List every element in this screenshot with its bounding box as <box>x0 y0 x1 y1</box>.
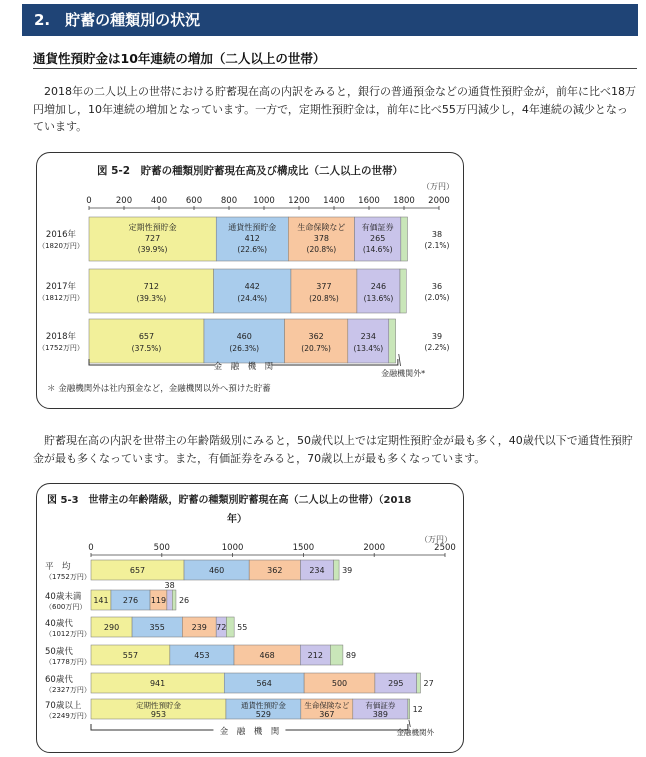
bar-value-label: 529 <box>255 710 272 719</box>
bar-value-label: 460 <box>236 332 252 341</box>
bar-value-label: 453 <box>194 651 210 660</box>
bar-value-label: 38 <box>164 581 175 590</box>
figure-5-3-chart <box>37 484 463 752</box>
bar-segment <box>214 269 291 313</box>
category-label: 平 均 <box>45 562 71 572</box>
segment-series-label: 通貨性預貯金 <box>228 223 277 232</box>
x-tick-label: 1200 <box>288 196 310 206</box>
bar-value-label: 468 <box>259 651 275 660</box>
bar-share-label: (37.5%) <box>131 344 162 353</box>
outside-pointer <box>399 354 401 366</box>
bar-value-label: 727 <box>144 234 161 243</box>
bar-value-label: 119 <box>150 596 167 605</box>
category-label: 2016年 <box>45 230 77 240</box>
paragraph-savings-breakdown: 2018年の二人以上の世帯における貯蓄現在高の内訳をみると，銀行の普通預金などの通貨性預貯金が，前年に比べ18万円増加し，10年連続の増加となっています。一方で，定期性預貯金は，前年に比べ55万円減少し，4年連続の減少となっています。 <box>33 85 636 133</box>
bar-value-label: 27 <box>423 679 434 688</box>
category-total-label: （1752万円） <box>38 344 84 352</box>
bar-share-label: (2.1%) <box>424 241 450 250</box>
bar-value-label: 26 <box>178 596 190 605</box>
x-tick-label: 0 <box>88 543 94 553</box>
bar-value-label: 377 <box>316 282 332 291</box>
paragraph-age-breakdown: 貯蓄現在高の内訳を世帯主の年齢階級別にみると，50歳代以上では定期性預貯金が最も多く，40歳代以下で通貨性預貯金が最も多くなっています。また，有価証券をみると，70歳以上が最も多くなっています。 <box>33 434 633 465</box>
category-label: 50歳代 <box>45 647 73 657</box>
x-tick-label: 500 <box>153 543 170 553</box>
bar-value-label: 36 <box>431 282 443 291</box>
bar-segment <box>400 269 406 313</box>
bar-segment <box>226 617 234 637</box>
bar-segment <box>334 560 340 580</box>
bar-value-label: 657 <box>138 332 155 341</box>
bracket-label: 金 融 機 関 <box>213 362 274 372</box>
bar-share-label: (39.9%) <box>137 245 168 254</box>
subheading-rule <box>33 68 637 69</box>
chart-title-line2: 年） <box>227 514 247 525</box>
category-total-label: （1752万円） <box>45 573 91 581</box>
bar-segment <box>89 269 214 313</box>
bar-value-label: 389 <box>372 710 389 719</box>
bar-segment <box>408 699 410 719</box>
bar-value-label: 362 <box>308 332 324 341</box>
x-tick-label: 1000 <box>221 543 244 553</box>
x-tick-label: 2500 <box>434 543 456 553</box>
category-total-label: （1012万円） <box>45 630 91 638</box>
bar-share-label: (20.7%) <box>301 344 331 353</box>
bar-share-label: (14.6%) <box>362 245 393 254</box>
bar-segment <box>89 319 204 363</box>
bar-value-label: 500 <box>331 679 348 688</box>
bar-share-label: (20.8%) <box>306 245 337 254</box>
bar-segment <box>204 319 285 363</box>
bar-value-label: 234 <box>360 332 376 341</box>
chart-title: 図 5-2 貯蓄の種類別貯蓄現在高及び構成比（二人以上の世帯） <box>96 165 404 177</box>
bar-value-label: 239 <box>191 623 207 632</box>
x-tick-label: 2000 <box>428 196 450 206</box>
category-total-label: （1820万円） <box>38 242 84 250</box>
bar-segment <box>401 217 408 261</box>
bar-segment <box>330 645 343 665</box>
x-tick-label: 1600 <box>358 196 380 206</box>
category-total-label: （1778万円） <box>45 658 91 666</box>
bar-value-label: 265 <box>370 234 386 243</box>
bar-value-label: 38 <box>431 230 443 239</box>
bar-value-label: 564 <box>256 679 272 688</box>
x-tick-label: 1400 <box>323 196 345 206</box>
category-total-label: （2327万円） <box>45 686 91 694</box>
x-tick-label: 2000 <box>363 543 386 553</box>
bar-segment <box>167 590 172 610</box>
figure-5-3-box <box>36 483 464 753</box>
bar-value-label: 295 <box>388 679 404 688</box>
segment-series-label: 生命保険など <box>297 223 346 232</box>
bar-value-label: 953 <box>150 710 167 719</box>
bar-share-label: (2.2%) <box>424 343 450 352</box>
bar-share-label: (20.8%) <box>309 294 339 303</box>
category-total-label: （1812万円） <box>38 294 84 302</box>
chart-unit: （万円） <box>422 182 454 191</box>
bar-value-label: 212 <box>307 651 323 660</box>
figure-5-2-chart <box>37 153 463 408</box>
bar-value-label: 39 <box>342 566 353 575</box>
category-label: 40歳代 <box>45 619 73 629</box>
bar-value-label: 55 <box>237 623 248 632</box>
bar-segment <box>172 590 176 610</box>
x-tick-label: 200 <box>115 196 133 206</box>
segment-series-label: 定期性預貯金 <box>135 701 181 710</box>
category-label: 2017年 <box>45 282 77 292</box>
segment-series-label: 有価証券 <box>361 223 394 232</box>
x-tick-label: 0 <box>86 196 92 206</box>
bar-value-label: 39 <box>431 332 443 341</box>
category-label: 60歳代 <box>45 675 73 685</box>
bar-value-label: 657 <box>129 566 146 575</box>
section-title: 2. 貯蓄の種類別の状況 <box>22 4 638 36</box>
bar-value-label: 941 <box>149 679 166 688</box>
x-tick-label: 1000 <box>253 196 275 206</box>
bar-value-label: 367 <box>319 710 335 719</box>
bar-share-label: (13.4%) <box>353 344 384 353</box>
bar-value-label: 89 <box>345 651 357 660</box>
bar-value-label: 246 <box>370 282 387 291</box>
bar-value-label: 234 <box>309 566 325 575</box>
bar-share-label: (22.6%) <box>237 245 268 254</box>
bar-segment <box>284 319 347 363</box>
bar-value-label: 557 <box>122 651 139 660</box>
bar-share-label: (26.3%) <box>229 344 260 353</box>
bar-value-label: 355 <box>149 623 165 632</box>
outside-label: 金融機関外 <box>396 728 435 737</box>
x-tick-label: 1500 <box>292 543 315 553</box>
bar-value-label: 362 <box>267 566 283 575</box>
bar-value-label: 12 <box>412 705 423 714</box>
subheading: 通貨性預貯金は10年連続の増加（二人以上の世帯） <box>33 51 326 66</box>
x-tick-label: 800 <box>220 196 238 206</box>
segment-series-label: 定期性預貯金 <box>128 223 177 232</box>
category-label: 2018年 <box>45 332 77 342</box>
bar-value-label: 276 <box>122 596 139 605</box>
category-total-label: （600万円） <box>45 603 87 611</box>
bar-value-label: 378 <box>313 234 330 243</box>
footnote: ＊ 金融機関外は社内預金など，金融機関以外へ預けた貯蓄 <box>47 384 271 394</box>
bar-share-label: (2.0%) <box>424 293 450 302</box>
x-tick-label: 1800 <box>393 196 415 206</box>
bar-value-label: 712 <box>143 282 159 291</box>
segment-series-label: 生命保険など <box>304 701 350 710</box>
segment-series-label: 通貨性預貯金 <box>240 701 286 710</box>
bar-segment <box>348 319 389 363</box>
bar-share-label: (39.3%) <box>136 294 167 303</box>
chart-title-line1: 図 5-3 世帯主の年齢階級，貯蓄の種類別貯蓄現在高（二人以上の世帯）（2018 <box>47 495 412 506</box>
bar-share-label: (24.4%) <box>237 294 268 303</box>
bar-value-label: 412 <box>244 234 260 243</box>
bracket-label: 金 融 機 関 <box>219 727 280 737</box>
x-tick-label: 400 <box>150 196 168 206</box>
segment-series-label: 有価証券 <box>365 701 396 710</box>
category-total-label: （2249万円） <box>45 712 91 720</box>
figure-5-2-box <box>36 152 464 409</box>
bar-segment <box>291 269 357 313</box>
bar-value-label: 442 <box>244 282 260 291</box>
category-label: 40歳未満 <box>45 592 82 602</box>
outside-label: 金融機関外* <box>381 369 426 378</box>
category-label: 70歳以上 <box>45 701 82 711</box>
chart-unit: （万円） <box>420 535 452 544</box>
x-tick-label: 600 <box>185 196 203 206</box>
bar-value-label: 290 <box>103 623 120 632</box>
bar-segment <box>417 673 421 693</box>
bar-segment <box>389 319 396 363</box>
bar-value-label: 141 <box>93 596 109 605</box>
bar-value-label: 72 <box>216 623 227 632</box>
outside-pointer <box>409 720 410 727</box>
bar-value-label: 460 <box>208 566 225 575</box>
bar-share-label: (13.6%) <box>363 294 394 303</box>
bar-segment <box>357 269 400 313</box>
